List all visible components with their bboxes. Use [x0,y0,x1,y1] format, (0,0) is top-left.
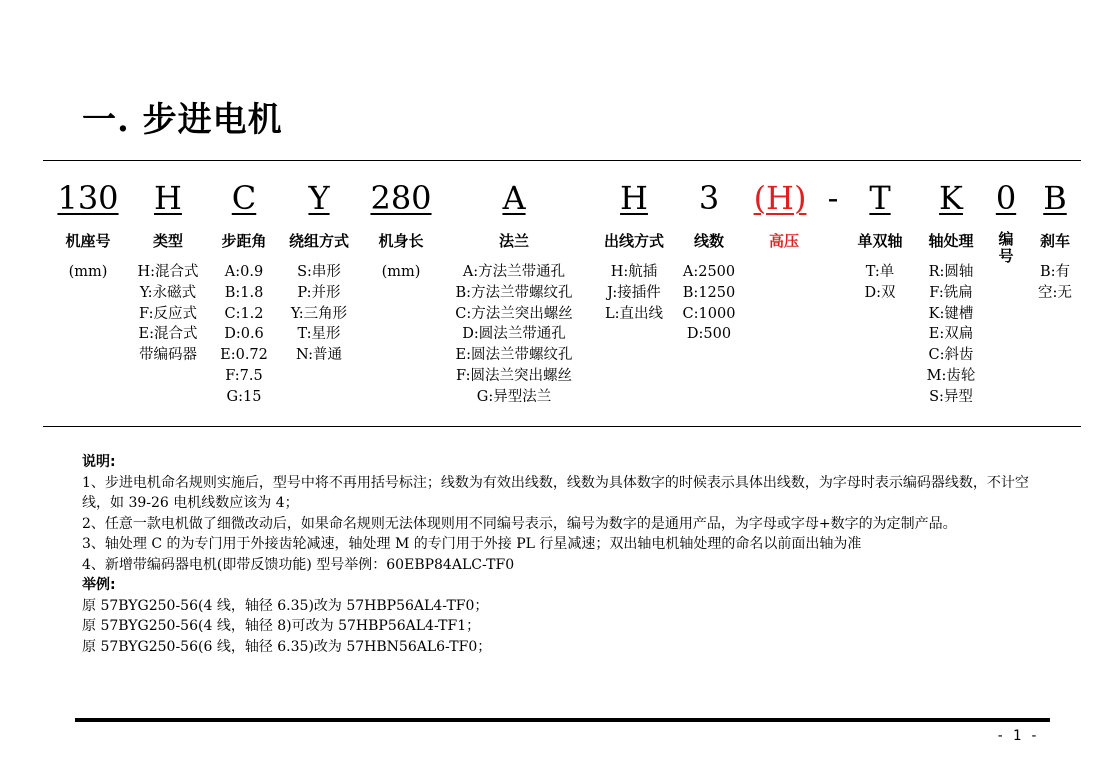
option-item: C:1.2 [224,305,264,322]
option-item: N:普通 [295,347,343,364]
code-dash: - [827,179,839,217]
notes-section [82,452,1052,657]
page-title: 一. 步进电机 [82,100,283,140]
head-high-voltage: 高压 [768,232,800,250]
head-brake: 刹车 [1039,232,1071,250]
option-item: C:1000 [682,305,736,322]
options-shaft-process [927,262,976,408]
option-item: E:混合式 [138,326,198,343]
options-type [137,262,198,366]
option-item: C:方法兰突出螺丝 [455,305,573,322]
option-item: D:0.6 [224,326,264,343]
options-body-length [382,262,421,283]
option-item: S:串形 [297,264,341,280]
option-item: (mm) [68,264,108,280]
option-item: 空:无 [1038,284,1072,301]
option-item: A:2500 [682,264,736,280]
option-item: 带编码器 [139,347,197,364]
option-item: K:键槽 [928,305,974,322]
option-item: Y:三角形 [290,305,348,322]
option-item: F:圆法兰突出螺丝 [456,367,572,384]
option-item: B:有 [1039,264,1071,280]
top-rule [43,160,1081,161]
option-item: L:直出线 [604,305,664,322]
option-item: F:7.5 [225,367,263,384]
option-item: P:并形 [297,284,341,301]
example-item-2: 原 57BYG250-56(4 线，轴径 8)可改为 57HBP56AL4-TF1； [82,618,481,634]
option-item: C:斜齿 [928,347,974,364]
head-winding: 绕组方式 [288,232,350,250]
option-item: E:双扁 [928,326,974,343]
option-item: F:反应式 [139,305,197,322]
option-item: D:双 [864,284,896,301]
option-item: T:星形 [297,326,341,343]
options-flange [455,262,572,408]
example-item-1: 原 57BYG250-56(4 线，轴径 6.35)改为 57HBP56AL4-TF0； [82,597,489,614]
footer-rule [75,718,1050,722]
options-lead-out [605,262,663,324]
option-item: B:方法兰带螺纹孔 [455,284,573,301]
code-serial: 0 [995,179,1017,217]
code-wire-count: 3 [698,179,720,217]
options-step-angle [220,262,268,408]
page-number: - 1 - [996,728,1039,744]
head-serial: 编号 [998,230,1014,265]
head-step-angle: 步距角 [221,232,267,250]
head-flange: 法兰 [498,232,530,250]
notes-heading: 说明: [82,454,116,470]
code-body-length: 280 [370,179,432,217]
note-item-4: 4、新增带编码器电机(即带反馈功能) 型号举例：60EBP84ALC-TF0 [82,556,515,573]
code-type: H [154,179,182,217]
options-brake [1038,262,1072,304]
option-item: D:圆法兰带通孔 [462,326,566,343]
code-brake: B [1043,179,1067,217]
note-item-1: 1、步进电机命名规则实施后，型号中将不再用括号标注；线数为有效出线数，线数为具体数字的时候表示具体出线数，为字母时表示编码器线数，不计空线，如 39-26 电机线数应该为 4； [82,474,1029,511]
code-high-voltage: (H) [753,179,807,217]
code-lead-out: H [620,179,648,217]
options-frame-size [69,262,108,283]
option-item: E:0.72 [220,347,268,364]
options-shaft-count [864,262,895,304]
option-item: (mm) [381,264,421,280]
head-type: 类型 [152,232,184,250]
option-item: G:15 [226,388,262,405]
examples-heading: 举例: [82,577,116,593]
example-item-3: 原 57BYG250-56(6 线，轴径 6.35)改为 57HBN56AL6-TF0； [82,638,492,655]
code-frame-size: 130 [57,179,119,217]
head-wire-count: 线数 [693,232,725,250]
code-winding: Y [308,179,330,217]
table-bottom-rule [43,426,1081,427]
options-winding [291,262,347,366]
head-body-length: 机身长 [378,232,424,250]
head-shaft-process: 轴处理 [928,232,974,250]
option-item: T:单 [865,264,895,280]
option-item: E:圆法兰带螺纹孔 [455,347,573,364]
option-item: F:铣扁 [929,284,973,301]
option-item: M:齿轮 [926,367,976,384]
option-item: B:1.8 [224,284,264,301]
options-wire-count [683,262,736,345]
code-shaft-count: T [869,179,891,217]
option-item: S:异型 [929,388,973,405]
option-item: H:混合式 [137,264,199,280]
head-shaft-count: 单双轴 [857,232,903,250]
note-item-2: 2、任意一款电机做了细微改动后，如果命名规则无法体现则用不同编号表示，编号为数字的是通用产品，为字母或字母+数字的为定制产品。 [82,515,957,532]
option-item: D:500 [686,326,732,343]
code-shaft-process: K [939,179,963,217]
option-item: A:方法兰带通孔 [462,264,566,280]
option-item: R:圆轴 [928,264,974,280]
option-item: B:1250 [682,284,736,301]
head-frame-size: 机座号 [65,232,111,250]
option-item: G:异型法兰 [476,388,552,405]
note-item-3: 3、轴处理 C 的为专门用于外接齿轮减速，轴处理 M 的专门用于外接 PL 行星减速；双出轴电机轴处理的命名以前面出轴为准 [82,536,862,552]
code-flange: A [502,179,526,217]
code-step-angle: C [231,179,257,217]
option-item: A:0.9 [224,264,264,280]
head-lead-out: 出线方式 [603,232,665,250]
option-item: Y:永磁式 [139,284,197,301]
option-item: H:航插 [610,264,658,280]
option-item: J:接插件 [607,284,661,301]
